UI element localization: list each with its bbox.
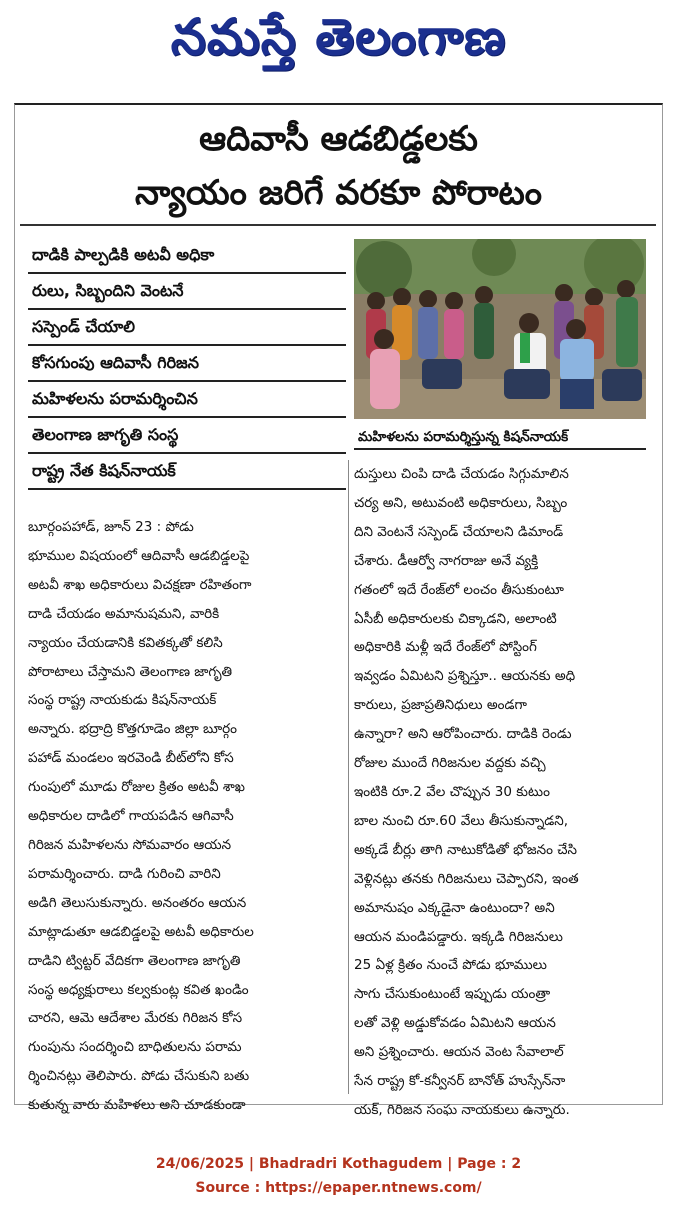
body-line: చర్య అని, అటువంటి అధికారులు, సిబ్బం bbox=[354, 494, 568, 511]
article-deck bbox=[28, 238, 346, 490]
body-line: ఇంటికి రూ.2 వేల చొప్పున 30 కుటుం bbox=[354, 783, 550, 800]
body-line: ఏసీబీ అధికారులకు చిక్కాడని, అలాంటి bbox=[354, 610, 557, 627]
article-headline bbox=[16, 112, 661, 220]
deck-line: సస్పెండ్ చేయాలి bbox=[28, 310, 346, 346]
body-line: సేన రాష్ట్ర కో-కన్వీనర్ బానోత్ హుస్సేన్‌నా bbox=[354, 1073, 566, 1090]
headline-line-1: ఆదివాసీ ఆడబిడ్డలకు bbox=[199, 119, 478, 159]
body-line: యక్, గిరిజన సంఘ నాయకులు ఉన్నారు. bbox=[354, 1101, 570, 1118]
body-line: ఉన్నారా? అని ఆరోపించారు. దాడికి రెండు bbox=[354, 726, 572, 743]
body-column-left bbox=[28, 513, 342, 1120]
deck-line: తెలంగాణ జాగృతి సంస్థ bbox=[28, 418, 346, 454]
body-line: గతంలో ఇదే రేంజ్‌లో లంచం తీసుకుంటూ bbox=[354, 581, 564, 598]
newspaper-logo: నమస్తే తెలంగాణ bbox=[170, 7, 507, 66]
body-line: దాడి చేయడం అమానుషమని, వారికి bbox=[28, 605, 220, 622]
deck-line: దాడికి పాల్పడికి అటవీ అధికా bbox=[28, 238, 346, 274]
body-line: అమానుషం ఎక్కడైనా ఉంటుందా? అని bbox=[354, 899, 555, 916]
column-divider bbox=[348, 460, 349, 1094]
body-line: అడిగి తెలుసుకున్నారు. అనంతరం ఆయన bbox=[28, 894, 247, 911]
body-line: గుంపులో మూడు రోజుల క్రితం అటవీ శాఖ bbox=[28, 779, 245, 796]
body-line: ర్శించినట్లు తెలిపారు. పోడు చేసుకుని బతు bbox=[28, 1068, 250, 1085]
body-line: అధికారికి మళ్లీ ఇదే రేంజ్‌లో పోస్టింగ్ bbox=[354, 639, 537, 656]
body-line: దాడిని ట్విట్టర్ వేదికగా తెలంగాణ జాగృతి bbox=[28, 952, 241, 969]
deck-line: రులు, సిబ్బందిని వెంటనే bbox=[28, 274, 346, 310]
body-line: బూర్గంపహాడ్, జూన్ 23 : పోడు bbox=[28, 519, 194, 535]
body-line: అని ప్రశ్నించారు. ఆయన వెంట సేవాలాల్ bbox=[354, 1044, 564, 1061]
body-line: అటవీ శాఖ అధికారులు విచక్షణా రహితంగా bbox=[28, 576, 252, 593]
body-line: దిని వెంటనే సస్పెండ్ చేయాలని డిమాండ్ bbox=[354, 523, 564, 540]
body-line: అధికారుల దాడిలో గాయపడిన ఆగివాసీ bbox=[28, 808, 234, 825]
body-line: ఇవ్వడం ఏమిటని ప్రశ్నిస్తూ.. ఆయనకు అధి bbox=[354, 668, 576, 685]
body-line: 25 ఏళ్ల క్రితం నుంచే పోడు భూములు bbox=[354, 957, 547, 974]
photo-caption: మహిళలను పరామర్శిస్తున్న కిషన్‌నాయక్ bbox=[354, 424, 646, 450]
body-line: కారులు, ప్రజాప్రతినిధులు అండగా bbox=[354, 697, 527, 714]
body-line: ఆయన మండిపడ్డారు. ఇక్కడి గిరిజనులు bbox=[354, 928, 563, 945]
body-line: పహాడ్ మండలం ఇరవెండి బీట్‌లోని కోస bbox=[28, 750, 234, 767]
body-column-right bbox=[354, 460, 646, 1125]
body-line: భూముల విషయంలో ఆదివాసీ ఆడబిడ్డలపై bbox=[28, 547, 250, 564]
article-photo bbox=[354, 239, 646, 419]
body-line: రోజుల ముందే గిరిజనుల వద్దకు వచ్చి bbox=[354, 755, 546, 772]
body-line: దుస్తులు చింపి దాడి చేయడం సిగ్గుమాలిన bbox=[354, 466, 569, 482]
headline-line-2: న్యాయం జరిగే వరకూ పోరాటం bbox=[135, 173, 542, 213]
body-line: చేశారు. డీఆర్వో నాగరాజు అనే వ్యక్తి bbox=[354, 552, 539, 569]
body-line: మాట్లాడుతూ ఆడబిడ్డలపై అటవీ అధికారుల bbox=[28, 923, 254, 940]
deck-line: మహిళలను పరామర్శించిన bbox=[28, 382, 346, 418]
body-line: బాల నుంచి రూ.60 వేలు తీసుకున్నాడని, bbox=[354, 812, 569, 829]
body-line: వెళ్లినట్లు తనకు గిరిజనులు చెప్పారని, ఇంత bbox=[354, 870, 579, 887]
body-line: లతో వెళ్లి అడ్డుకోవడం ఏమిటని ఆయన bbox=[354, 1015, 556, 1032]
body-line: అన్నారు. భద్రాద్రి కొత్తగూడెం జిల్లా బూర్గం bbox=[28, 721, 237, 738]
body-line: పోరాటాలు చేస్తామని తెలంగాణ జాగృతి bbox=[28, 663, 233, 680]
body-line: అక్కడే బీర్లు తాగి నాటుకోడితో భోజనం చేసి bbox=[354, 841, 577, 858]
footer-source-link[interactable]: Source : https://epaper.ntnews.com/ bbox=[195, 1180, 482, 1196]
body-line: చారని, ఆమె ఆదేశాల మేరకు గిరిజన కోస bbox=[28, 1010, 243, 1027]
deck-line: రాష్ట్ర నేత కిషన్‌నాయక్ bbox=[28, 454, 346, 490]
body-line: సంస్థ అధ్యక్షురాలు కల్వకుంట్ల కవిత ఖండిం bbox=[28, 981, 249, 998]
body-line: న్యాయం చేయడానికి కవితక్కతో కలిసి bbox=[28, 634, 223, 651]
body-line: కుతున్న వారు మహిళలు అని చూడకుండా bbox=[28, 1097, 246, 1114]
body-line: పరామర్శించారు. దాడి గురించి వారిని bbox=[28, 865, 221, 882]
deck-line: కోసగుంపు ఆదివాసీ గిరిజన bbox=[28, 346, 346, 382]
masthead bbox=[0, 0, 677, 86]
body-line: సంస్థ రాష్ట్ర నాయకుడు కిషన్‌నాయక్ bbox=[28, 692, 217, 709]
body-line: గిరిజన మహిళలను సోమవారం ఆయన bbox=[28, 836, 232, 853]
footer-edition-line: 24/06/2025 | Bhadradri Kothagudem | Page : 2 bbox=[155, 1156, 522, 1172]
headline-rule bbox=[20, 224, 656, 226]
photo-illustration bbox=[354, 239, 646, 419]
body-line: సాగు చేసుకుంటుంటే ఇప్పుడు యంత్రా bbox=[354, 986, 551, 1003]
body-line: గుంపును సందర్శించి బాధితులను పరామ bbox=[28, 1039, 242, 1056]
